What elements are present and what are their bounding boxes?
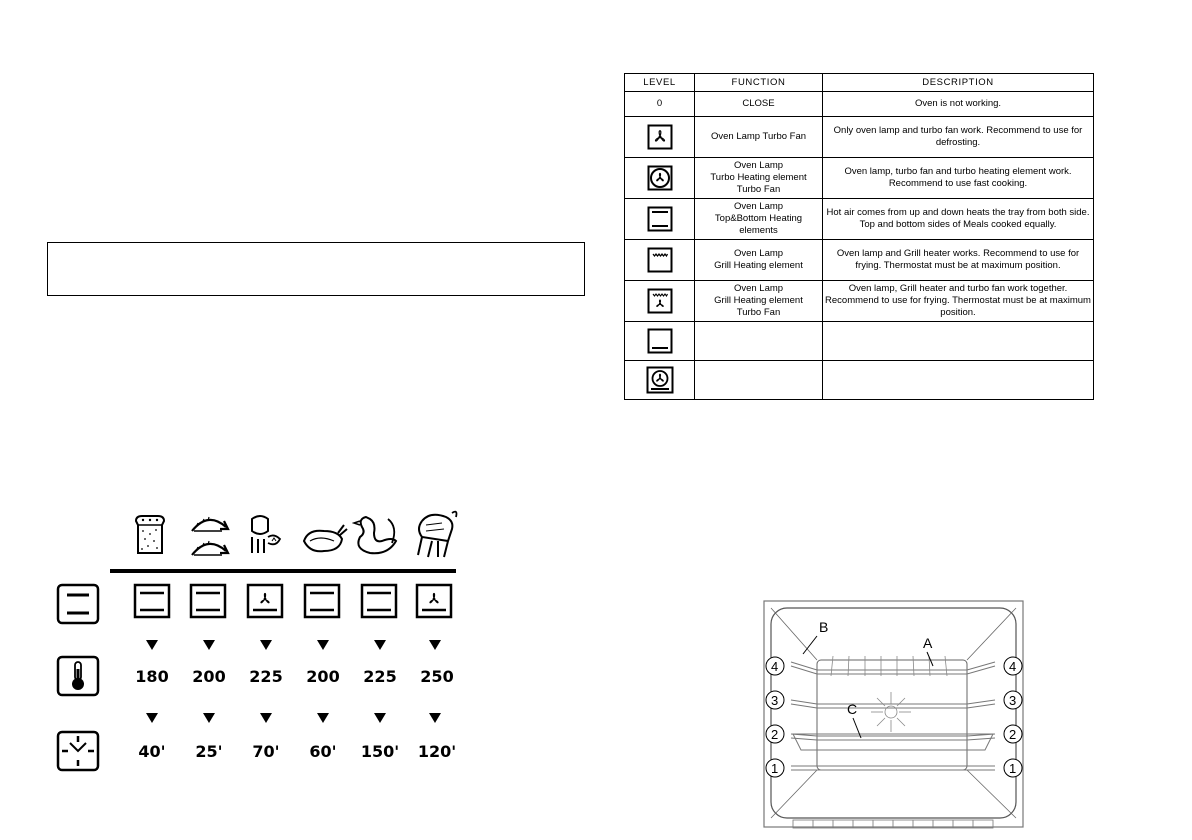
label-b: B	[819, 619, 829, 635]
description-cell: Oven lamp, turbo fan and turbo heating element work. Recommend to use fast cooking.	[823, 158, 1094, 199]
fan-heat-icon	[246, 583, 284, 619]
clock-icon	[56, 730, 100, 772]
shelf-level-1-right	[1004, 759, 1022, 777]
svg-text:2: 2	[771, 727, 779, 742]
function-cell	[695, 361, 823, 400]
header-description: DESCRIPTION	[823, 74, 1094, 92]
temperature-value: 225	[363, 667, 397, 686]
description-cell: Oven lamp, Grill heater and turbo fan work together. Recommend to use for frying. Thermostat must be at maximum position.	[823, 281, 1094, 322]
function-cell: Oven Lamp Top&Bottom Heating elements	[695, 199, 823, 240]
time-value: 25'	[195, 742, 223, 761]
temperature-value: 250	[420, 667, 454, 686]
time-value: 40'	[138, 742, 166, 761]
function-cell: Oven Lamp Grill Heating element	[695, 240, 823, 281]
description-cell	[823, 361, 1094, 400]
svg-text:2: 2	[1009, 727, 1017, 742]
arrow-down-icon	[146, 713, 158, 723]
fan-heat-icon	[415, 583, 453, 619]
shelf-level-2-left	[766, 725, 784, 743]
shelf-level-3-right	[1004, 691, 1022, 709]
cake-icon	[132, 513, 168, 557]
cooking-chart	[52, 505, 462, 777]
shelf-level-3-left	[766, 691, 784, 709]
temperature-value: 180	[135, 667, 169, 686]
bottom-heat-fan-icon	[646, 366, 674, 394]
turbo-ring-fan-icon	[647, 165, 673, 191]
fan-icon	[647, 124, 673, 150]
svg-text:3: 3	[771, 693, 779, 708]
shelf-level-2-right	[1004, 725, 1022, 743]
shelf-level-4-right	[1004, 657, 1022, 675]
pastry-roll-icon	[188, 509, 232, 561]
label-c: C	[847, 701, 858, 717]
table-header-row	[625, 74, 1094, 92]
svg-text:1: 1	[771, 761, 779, 776]
level-cell: 0	[625, 92, 695, 117]
arrow-down-icon	[146, 640, 158, 650]
grill-fan-icon	[647, 288, 673, 314]
description-cell: Oven lamp and Grill heater works. Recommend to use for frying. Thermostat must be at maximum position.	[823, 240, 1094, 281]
lamb-icon	[412, 507, 458, 561]
table-row	[625, 322, 1094, 361]
oven-diagram	[763, 600, 1027, 832]
temperature-value: 225	[249, 667, 283, 686]
table-row	[625, 361, 1094, 400]
oven-function-table	[624, 73, 1094, 400]
temperature-value: 200	[192, 667, 226, 686]
arrow-down-icon	[203, 713, 215, 723]
description-cell: Hot air comes from up and down heats the tray from both side. Top and bottom sides of Meals cooked equally.	[823, 199, 1094, 240]
table-row	[625, 158, 1094, 199]
top-bottom-heat-icon	[133, 583, 171, 619]
pudding-icon	[246, 513, 284, 559]
grill-icon	[647, 247, 673, 273]
arrow-down-icon	[260, 640, 272, 650]
time-value: 70'	[252, 742, 280, 761]
note-box	[47, 242, 585, 296]
function-icon	[56, 583, 100, 625]
label-a: A	[923, 635, 933, 651]
header-function: FUNCTION	[695, 74, 823, 92]
shelf-level-4-left	[766, 657, 784, 675]
time-value: 120'	[417, 742, 457, 761]
function-cell: Oven Lamp Grill Heating element Turbo Fan	[695, 281, 823, 322]
level-cell	[625, 322, 695, 361]
description-cell	[823, 322, 1094, 361]
table-row	[625, 240, 1094, 281]
arrow-down-icon	[203, 640, 215, 650]
table-row	[625, 117, 1094, 158]
shelf-level-1-left	[766, 759, 784, 777]
svg-text:4: 4	[1009, 659, 1017, 674]
svg-text:1: 1	[1009, 761, 1017, 776]
thermometer-icon	[56, 655, 100, 697]
level-cell	[625, 117, 695, 158]
top-bottom-heat-icon	[647, 206, 673, 232]
header-level: LEVEL	[625, 74, 695, 92]
temperature-value: 200	[306, 667, 340, 686]
arrow-down-icon	[374, 640, 386, 650]
duck-icon	[352, 513, 402, 559]
level-cell	[625, 158, 695, 199]
level-cell	[625, 361, 695, 400]
level-cell	[625, 199, 695, 240]
function-cell: CLOSE	[695, 92, 823, 117]
table-row	[625, 92, 1094, 117]
arrow-down-icon	[374, 713, 386, 723]
arrow-down-icon	[260, 713, 272, 723]
function-cell	[695, 322, 823, 361]
top-bottom-heat-icon	[360, 583, 398, 619]
time-value: 150'	[360, 742, 400, 761]
top-bottom-heat-icon	[303, 583, 341, 619]
arrow-down-icon	[429, 640, 441, 650]
function-cell: Oven Lamp Turbo Heating element Turbo Fan	[695, 158, 823, 199]
bottom-heat-icon	[647, 328, 673, 354]
time-value: 60'	[309, 742, 337, 761]
arrow-down-icon	[317, 640, 329, 650]
arrow-down-icon	[429, 713, 441, 723]
table-row	[625, 281, 1094, 322]
arrow-down-icon	[317, 713, 329, 723]
level-cell	[625, 281, 695, 322]
table-row	[625, 199, 1094, 240]
svg-text:4: 4	[771, 659, 779, 674]
description-cell: Oven is not working.	[823, 92, 1094, 117]
level-cell	[625, 240, 695, 281]
chicken-icon	[300, 521, 348, 557]
function-cell: Oven Lamp Turbo Fan	[695, 117, 823, 158]
description-cell: Only oven lamp and turbo fan work. Recommend to use for defrosting.	[823, 117, 1094, 158]
svg-text:3: 3	[1009, 693, 1017, 708]
chart-divider	[110, 569, 456, 573]
top-bottom-heat-icon	[189, 583, 227, 619]
